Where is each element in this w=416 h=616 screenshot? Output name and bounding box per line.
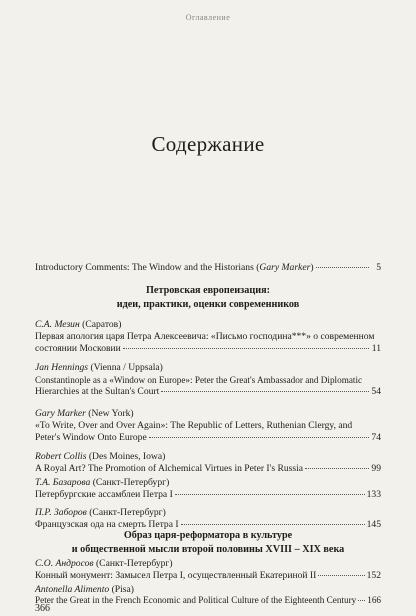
section-heading <box>35 529 381 556</box>
entry-title-cont: Hierarchies at the Sultan's Court <box>35 386 160 397</box>
entry-page: 54 <box>371 386 381 397</box>
entry-place: (New York) <box>88 408 134 419</box>
entry-title: Introductory Comments: The Window and the Historians ( <box>35 262 260 273</box>
entry-author: Т.А. Базарова <box>35 477 91 488</box>
entry-page: 166 <box>367 595 381 605</box>
toc-entry <box>35 507 381 531</box>
entry-place: (Vienna / Uppsala) <box>90 362 163 373</box>
entry-title: Французская ода на смерть Петра I <box>35 519 179 530</box>
entry-author: Gary Marker <box>35 408 86 419</box>
dot-leader <box>358 600 365 601</box>
entry-author: Robert Collis <box>35 451 87 462</box>
entry-page: 133 <box>366 489 381 500</box>
entry-place: (Des Moines, Iowa) <box>88 451 166 462</box>
entry-page: 145 <box>366 519 381 530</box>
section-heading-line: и общественной мысли второй половины XVIII – XIX века <box>71 543 345 555</box>
entry-place: (Pisa) <box>111 584 134 595</box>
dot-leader <box>161 391 369 392</box>
dot-leader <box>305 468 369 469</box>
entry-page: 99 <box>371 463 381 474</box>
page-number: 366 <box>35 603 50 614</box>
section-heading <box>35 284 381 311</box>
entry-title: Первая апология царя Петра Алексеевича: «Письмо господина***» о современном <box>35 331 375 342</box>
dot-leader <box>181 524 365 525</box>
toc-entry <box>35 262 381 273</box>
section-heading-line: идеи, практики, оценки современников <box>116 298 300 310</box>
entry-place: (Санкт-Петербург) <box>89 507 166 518</box>
entry-author: С.А. Мезин <box>35 319 80 330</box>
toc-entry <box>35 408 381 444</box>
entry-title: Peter the Great in the French Economic and Political Culture of the Eighteenth Century <box>35 595 357 605</box>
show-through-text <box>62 30 354 142</box>
dot-leader <box>149 437 369 438</box>
entry-title: Петербургские ассамблеи Петра I <box>35 489 173 500</box>
entry-place: (Санкт-Петербург) <box>92 477 170 488</box>
entry-place: (Санкт-Петербург) <box>95 558 173 569</box>
entry-title-cont: Peter's Window Onto Europe <box>35 432 147 443</box>
entry-title: A Royal Art? The Promotion of Alchemical Virtues in Peter I's Russia <box>35 463 304 474</box>
toc-entry <box>35 319 381 355</box>
entry-author: П.Р. Заборов <box>35 507 87 518</box>
running-head: Оглавление <box>185 13 231 22</box>
entry-page: 11 <box>371 343 381 354</box>
section-heading-line: Петровская европеизация: <box>146 285 270 296</box>
entry-title-tail: ) <box>310 262 314 273</box>
dot-leader <box>123 348 369 349</box>
entry-title: Constantinople as a «Window on Europe»: Peter the Great's Ambassador and Diplomatic <box>35 375 363 385</box>
section-heading-line: Образ царя-реформатора в культуре <box>123 530 293 541</box>
entry-page: 74 <box>371 432 381 443</box>
toc-entry <box>35 584 381 606</box>
entry-page: 5 <box>376 262 381 273</box>
entry-author: Antonella Alimento <box>35 584 110 595</box>
toc-entry <box>35 477 381 501</box>
entry-author: Jan Hennings <box>35 362 89 373</box>
toc-entry <box>35 558 381 582</box>
entry-title: «To Write, Over and Over Again»: The Republic of Letters, Ruthenian Clergy, and <box>35 420 353 431</box>
entry-page: 152 <box>366 570 381 581</box>
toc-entry <box>35 362 381 398</box>
entry-place: (Саратов) <box>82 319 122 330</box>
entry-title: Конный монумент: Замысел Петра I, осуществленный Екатериной II <box>35 570 317 581</box>
entry-author: С.О. Андросов <box>35 558 94 569</box>
dot-leader <box>316 267 369 268</box>
entry-author: Gary Marker <box>259 262 311 273</box>
entry-title-cont: состоянии Московии <box>35 343 121 354</box>
page-title: Содержание <box>151 132 265 156</box>
dot-leader <box>175 494 365 495</box>
dot-leader <box>318 575 364 576</box>
toc-entry <box>35 451 381 475</box>
